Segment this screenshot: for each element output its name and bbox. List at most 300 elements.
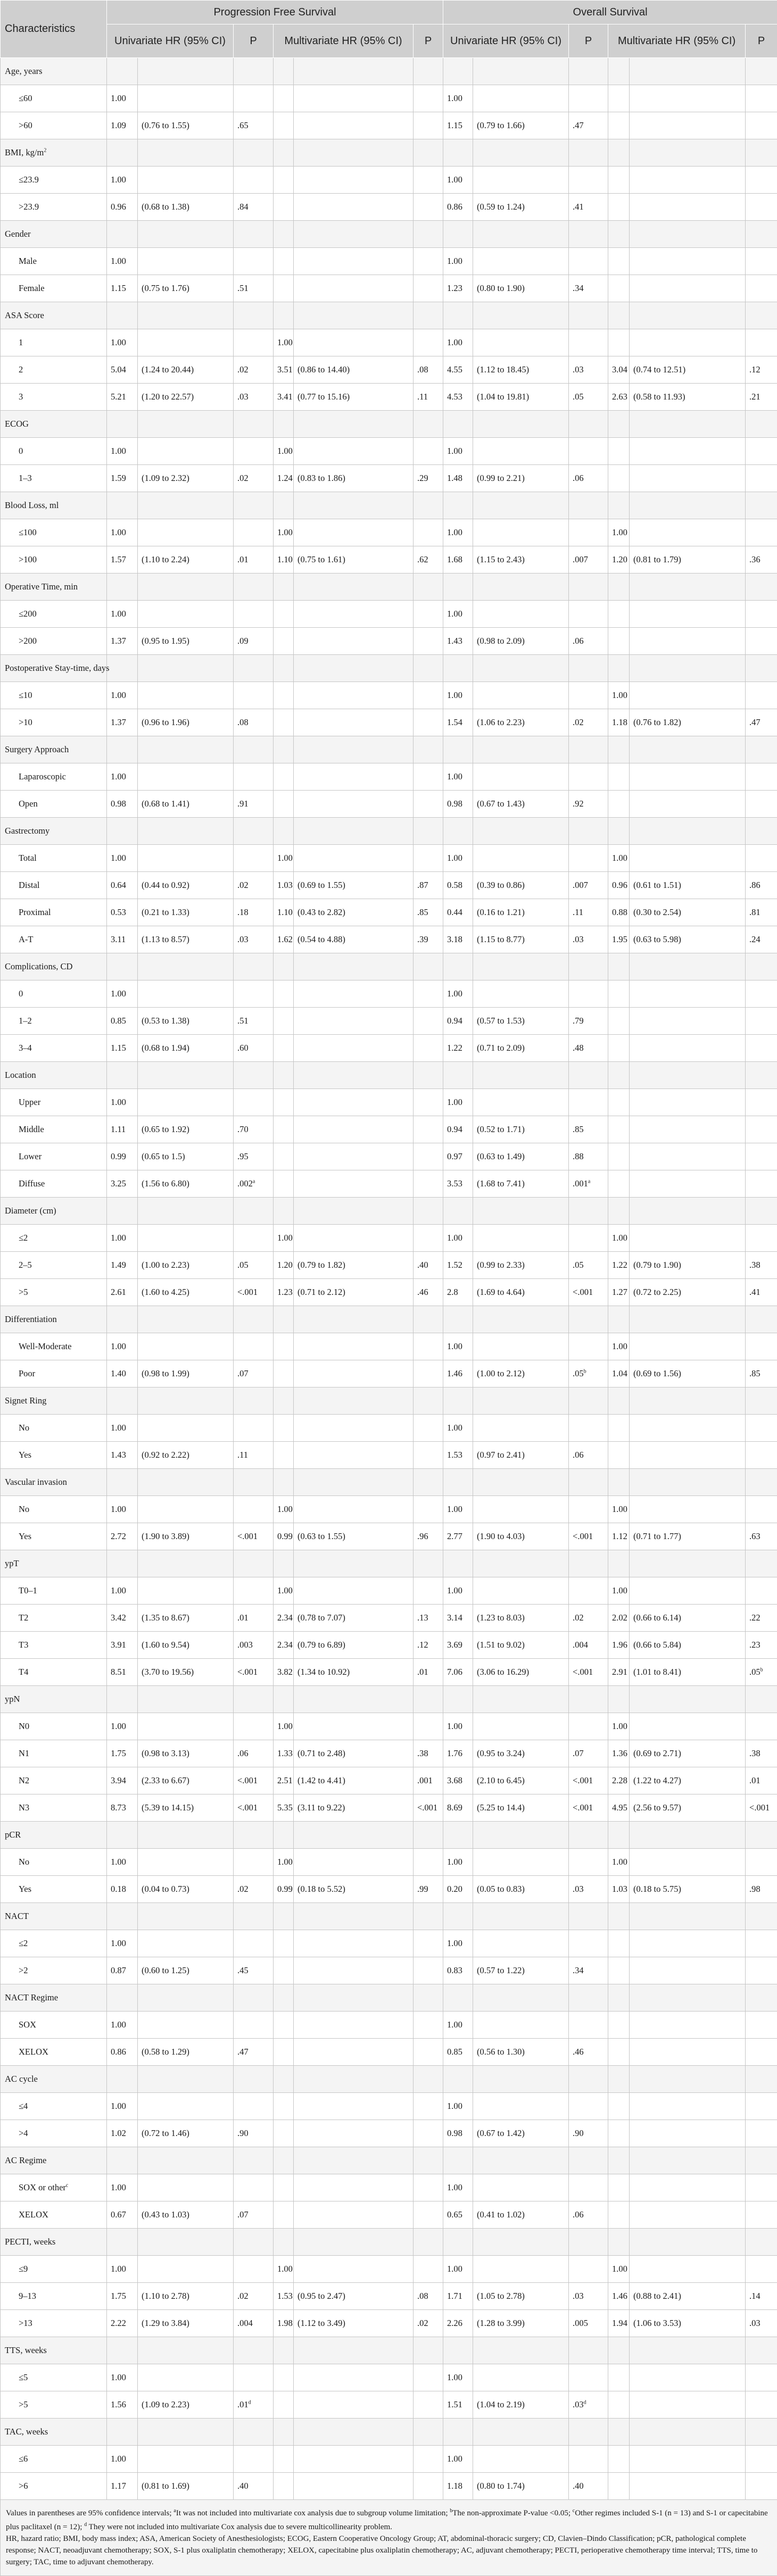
pfs-multi-p xyxy=(414,2012,443,2039)
table-body xyxy=(1,58,777,2500)
os-uni-hr xyxy=(443,1469,473,1496)
os-uni-ci xyxy=(473,275,569,302)
cell-value: 1.54 xyxy=(447,717,462,727)
pfs-uni-p xyxy=(234,1442,274,1469)
os-multi-hr xyxy=(608,2283,630,2310)
cell-value: 5.35 xyxy=(277,1802,293,1813)
pfs-multi-p xyxy=(414,2256,443,2283)
section-row xyxy=(1,411,777,438)
pfs-multi-hr xyxy=(274,845,294,872)
pfs-uni-p xyxy=(234,574,274,601)
pfs-multi-p xyxy=(414,329,443,356)
os-multi-p xyxy=(746,58,777,85)
os-univariate-p-header: P xyxy=(569,24,608,58)
os-uni-ci xyxy=(473,1876,569,1903)
pfs-uni-p xyxy=(234,2229,274,2256)
pfs-multi-p xyxy=(414,1089,443,1116)
cell-value: 1.00 xyxy=(447,1423,462,1433)
os-multi-hr xyxy=(608,1415,630,1442)
pfs-multi-p xyxy=(414,465,443,492)
pfs-multi-hr xyxy=(274,1387,294,1415)
os-multi-ci xyxy=(630,139,746,167)
section-label xyxy=(1,574,107,601)
cell-value: 1.00 xyxy=(447,1504,462,1514)
row-label xyxy=(1,1333,107,1360)
row-label xyxy=(1,682,107,709)
section-row xyxy=(1,1062,777,1089)
pfs-uni-ci xyxy=(138,1550,234,1577)
pfs-uni-p xyxy=(234,2174,274,2201)
table-row xyxy=(1,1523,777,1550)
os-uni-ci xyxy=(473,85,569,112)
os-multi-hr xyxy=(608,1767,630,1794)
os-multi-p xyxy=(746,384,777,411)
footnote-sup-a: a xyxy=(173,2508,176,2514)
os-uni-ci xyxy=(473,1360,569,1387)
label-text: >2 xyxy=(19,1965,28,1975)
cell-value: (1.23 to 8.03) xyxy=(477,1613,525,1623)
os-uni-ci xyxy=(473,1008,569,1035)
cell-value: 3.82 xyxy=(277,1667,293,1677)
os-uni-hr xyxy=(443,438,473,465)
pfs-uni-ci xyxy=(138,492,234,519)
pfs-uni-p xyxy=(234,1252,274,1279)
os-uni-hr xyxy=(443,85,473,112)
row-label xyxy=(1,85,107,112)
pfs-uni-hr xyxy=(107,1225,138,1252)
cell-value: (0.57 to 1.22) xyxy=(477,1965,525,1975)
pfs-multi-hr xyxy=(274,519,294,546)
pfs-multi-p xyxy=(414,1632,443,1659)
cell-value: .38 xyxy=(417,1748,428,1758)
os-uni-p xyxy=(569,356,608,384)
section-label xyxy=(1,953,107,980)
footnote-line1d: Other regimes included S-1 (n = 13) and S-1 or capecitabine plus paclitaxel (n = 12); xyxy=(6,2509,768,2531)
row-label xyxy=(1,248,107,275)
os-multi-hr xyxy=(608,1089,630,1116)
os-uni-ci xyxy=(473,438,569,465)
pfs-multi-p xyxy=(414,1306,443,1333)
os-uni-ci xyxy=(473,1442,569,1469)
pfs-multi-hr xyxy=(274,1469,294,1496)
cell-value: 8.51 xyxy=(111,1667,126,1677)
pfs-multi-p xyxy=(414,167,443,194)
cell-value: (0.68 to 1.94) xyxy=(142,1043,189,1053)
section-row xyxy=(1,655,777,682)
os-uni-ci xyxy=(473,2283,569,2310)
pfs-multi-ci xyxy=(294,1360,414,1387)
cell-value: 1.00 xyxy=(111,1341,126,1351)
os-uni-p xyxy=(569,167,608,194)
row-label xyxy=(1,2039,107,2066)
label-text: ≤4 xyxy=(19,2101,28,2111)
os-uni-hr xyxy=(443,221,473,248)
pfs-uni-ci xyxy=(138,194,234,221)
section-row xyxy=(1,2229,777,2256)
os-multi-p xyxy=(746,2446,777,2473)
pfs-multi-ci xyxy=(294,736,414,763)
pfs-multi-p xyxy=(414,275,443,302)
os-uni-p xyxy=(569,2446,608,2473)
pfs-multi-p xyxy=(414,2337,443,2364)
pfs-uni-ci xyxy=(138,2201,234,2229)
os-uni-ci xyxy=(473,1849,569,1876)
os-multi-p xyxy=(746,953,777,980)
cell-value: (1.29 to 3.84) xyxy=(142,2318,189,2328)
pfs-uni-p xyxy=(234,438,274,465)
label-text: Complications, CD xyxy=(5,961,72,971)
os-multi-hr xyxy=(608,2093,630,2120)
os-multi-hr xyxy=(608,546,630,574)
pfs-uni-hr xyxy=(107,1469,138,1496)
pfs-uni-ci xyxy=(138,1198,234,1225)
os-multi-p xyxy=(746,574,777,601)
os-multi-hr xyxy=(608,601,630,628)
os-uni-ci xyxy=(473,2473,569,2500)
pfs-multi-p xyxy=(414,1577,443,1605)
cell-value: 3.42 xyxy=(111,1613,126,1623)
pfs-uni-ci xyxy=(138,1225,234,1252)
row-label xyxy=(1,2174,107,2201)
os-uni-ci xyxy=(473,709,569,736)
pfs-uni-ci xyxy=(138,709,234,736)
os-multi-hr xyxy=(608,139,630,167)
os-uni-hr xyxy=(443,791,473,818)
os-multi-ci xyxy=(630,1062,746,1089)
os-uni-p xyxy=(569,1957,608,1984)
cell-value: (0.57 to 1.53) xyxy=(477,1016,525,1026)
os-multi-p xyxy=(746,546,777,574)
pfs-uni-p xyxy=(234,980,274,1008)
cell-value: 1.00 xyxy=(111,1233,126,1243)
cell-value: 1.68 xyxy=(447,554,462,564)
pfs-multi-ci xyxy=(294,85,414,112)
pfs-multi-p xyxy=(414,248,443,275)
cell-value: 0.97 xyxy=(447,1151,462,1161)
pfs-uni-ci xyxy=(138,818,234,845)
row-label xyxy=(1,384,107,411)
pfs-multi-hr xyxy=(274,1198,294,1225)
pfs-multi-p xyxy=(414,574,443,601)
os-uni-hr xyxy=(443,736,473,763)
table-row xyxy=(1,1360,777,1387)
pfs-multi-ci xyxy=(294,1306,414,1333)
pfs-multi-ci xyxy=(294,2337,414,2364)
cell-value: .47 xyxy=(749,717,761,727)
os-uni-ci xyxy=(473,1984,569,2012)
pfs-uni-ci xyxy=(138,1822,234,1849)
pfs-uni-p xyxy=(234,2039,274,2066)
pfs-multi-p xyxy=(414,763,443,791)
os-multi-p xyxy=(746,411,777,438)
cell-superscript: d xyxy=(249,2400,251,2406)
cell-value: 0.18 xyxy=(111,1884,126,1894)
table-row xyxy=(1,791,777,818)
pfs-uni-ci xyxy=(138,763,234,791)
os-uni-ci xyxy=(473,1116,569,1143)
label-text: >100 xyxy=(19,554,37,564)
cell-value: 1.43 xyxy=(111,1450,126,1460)
os-multi-p xyxy=(746,736,777,763)
label-text: >13 xyxy=(19,2318,32,2328)
cell-value: 0.94 xyxy=(447,1124,462,1134)
cell-value: (0.56 to 1.30) xyxy=(477,2047,525,2057)
os-uni-ci xyxy=(473,194,569,221)
pfs-multi-hr xyxy=(274,2174,294,2201)
pfs-uni-hr xyxy=(107,791,138,818)
cell-value: .86 xyxy=(749,880,761,890)
cell-value: 1.62 xyxy=(277,934,293,944)
os-multi-ci xyxy=(630,1306,746,1333)
os-uni-p xyxy=(569,194,608,221)
os-uni-p xyxy=(569,438,608,465)
table-row xyxy=(1,682,777,709)
pfs-multi-ci xyxy=(294,275,414,302)
os-uni-hr xyxy=(443,1930,473,1957)
cell-value: .02 xyxy=(573,1613,584,1623)
row-label xyxy=(1,1767,107,1794)
pfs-multivariate-header: Multivariate HR (95% CI) xyxy=(274,24,414,58)
cell-value: 1.11 xyxy=(111,1124,126,1134)
cell-value: 1.00 xyxy=(447,690,462,700)
pfs-uni-p xyxy=(234,356,274,384)
os-uni-ci xyxy=(473,1767,569,1794)
os-multi-hr xyxy=(608,1957,630,1984)
pfs-uni-hr xyxy=(107,1632,138,1659)
pfs-multi-ci xyxy=(294,1415,414,1442)
cell-superscript: a xyxy=(253,1179,255,1185)
pfs-uni-ci xyxy=(138,1984,234,2012)
pfs-uni-ci xyxy=(138,2147,234,2174)
pfs-uni-hr xyxy=(107,1822,138,1849)
pfs-multi-hr xyxy=(274,1523,294,1550)
os-multi-hr xyxy=(608,2039,630,2066)
os-uni-p xyxy=(569,1794,608,1822)
table-row xyxy=(1,1659,777,1686)
os-uni-ci xyxy=(473,1198,569,1225)
footnote-line1: Values in parentheses are 95% confidence intervals; xyxy=(6,2509,173,2517)
cell-value: 1.00 xyxy=(111,527,126,537)
os-multi-p xyxy=(746,2201,777,2229)
pfs-uni-p xyxy=(234,465,274,492)
label-superscript: c xyxy=(66,2183,68,2189)
os-multi-p xyxy=(746,2256,777,2283)
pfs-uni-ci xyxy=(138,1360,234,1387)
pfs-uni-hr xyxy=(107,2446,138,2473)
cell-value: 1.00 xyxy=(447,337,462,347)
pfs-uni-p xyxy=(234,248,274,275)
os-uni-ci xyxy=(473,1577,569,1605)
pfs-multi-hr xyxy=(274,1577,294,1605)
table-header xyxy=(1,1,777,58)
cell-value: (0.65 to 1.92) xyxy=(142,1124,189,1134)
footnote-abbreviations: HR, hazard ratio; BMI, body mass index; ASA, American Society of Anesthesiologists; ECOG, Eastern Cooperative Oncology Group; AT, abdominal-thoracic surgery; CD, Clavien–Dindo Classification; pCR, pathological complete response; NACT, neoadjuvant chemotherapy; SOX, S-1 plus oxaliplatin chemotherapy; XELOX, capecitabine plus oxaliplatin chemotherapy; AC, adjuvant chemotherapy; PECTI, perioperative chemotherapy time interval; TTS, time to surgery; TAC, time to adjuvant chemotherapy. xyxy=(6,2535,757,2566)
os-multi-ci xyxy=(630,899,746,926)
cell-value: 3.14 xyxy=(447,1613,462,1623)
os-multi-p xyxy=(746,329,777,356)
pfs-multi-ci xyxy=(294,709,414,736)
cell-value: .002 xyxy=(237,1178,253,1189)
os-uni-hr xyxy=(443,194,473,221)
pfs-multi-p xyxy=(414,221,443,248)
pfs-multi-hr xyxy=(274,1632,294,1659)
os-uni-p xyxy=(569,1496,608,1523)
row-label xyxy=(1,194,107,221)
label-text: pCR xyxy=(5,1830,21,1840)
cell-value: (0.68 to 1.41) xyxy=(142,799,189,809)
os-multi-hr xyxy=(608,1713,630,1740)
pfs-uni-p xyxy=(234,167,274,194)
cell-value: (1.00 to 2.12) xyxy=(477,1368,525,1378)
pfs-uni-ci xyxy=(138,682,234,709)
os-multi-ci xyxy=(630,1279,746,1306)
os-multi-hr xyxy=(608,1686,630,1713)
pfs-uni-hr xyxy=(107,384,138,411)
cell-value: 0.67 xyxy=(111,2209,126,2220)
cell-value: 1.00 xyxy=(111,1938,126,1948)
pfs-multi-hr xyxy=(274,872,294,899)
os-multi-ci xyxy=(630,1849,746,1876)
os-multi-ci xyxy=(630,1333,746,1360)
pfs-uni-p xyxy=(234,601,274,628)
pfs-uni-p xyxy=(234,1198,274,1225)
cell-value: (1.20 to 22.57) xyxy=(142,392,194,402)
os-multi-p xyxy=(746,791,777,818)
os-uni-hr xyxy=(443,1062,473,1089)
pfs-multi-ci xyxy=(294,492,414,519)
os-uni-p xyxy=(569,628,608,655)
cell-superscript: a xyxy=(588,1179,590,1185)
label-text: >5 xyxy=(19,1287,28,1297)
table-row xyxy=(1,1008,777,1035)
cell-value: 1.15 xyxy=(111,1043,126,1053)
os-uni-p xyxy=(569,1415,608,1442)
os-uni-hr xyxy=(443,682,473,709)
section-row xyxy=(1,953,777,980)
cell-value: 1.00 xyxy=(612,1857,627,1867)
cell-value: (1.28 to 3.99) xyxy=(477,2318,525,2328)
os-multi-hr xyxy=(608,953,630,980)
pfs-multi-ci xyxy=(294,574,414,601)
cell-value: 7.06 xyxy=(447,1667,462,1677)
cell-value: (0.86 to 14.40) xyxy=(297,364,350,375)
pfs-multi-ci xyxy=(294,1143,414,1170)
os-multi-p xyxy=(746,1415,777,1442)
pfs-uni-p xyxy=(234,2473,274,2500)
cell-value: (0.58 to 1.29) xyxy=(142,2047,189,2057)
os-uni-p xyxy=(569,1225,608,1252)
cell-value: .38 xyxy=(749,1748,761,1758)
os-multi-p xyxy=(746,1333,777,1360)
cell-value: .02 xyxy=(237,1884,249,1894)
pfs-multi-p xyxy=(414,845,443,872)
pfs-multi-p xyxy=(414,1116,443,1143)
cell-value: (0.97 to 2.41) xyxy=(477,1450,525,1460)
table-row xyxy=(1,1740,777,1767)
cell-value: 3.69 xyxy=(447,1640,462,1650)
pfs-multi-ci xyxy=(294,546,414,574)
os-uni-hr xyxy=(443,1035,473,1062)
table-row xyxy=(1,1713,777,1740)
pfs-uni-p xyxy=(234,2364,274,2391)
os-uni-hr xyxy=(443,953,473,980)
pfs-multi-p xyxy=(414,1794,443,1822)
pfs-uni-hr xyxy=(107,2147,138,2174)
cell-value: (0.69 to 1.55) xyxy=(297,880,345,890)
os-uni-hr xyxy=(443,1008,473,1035)
cell-superscript: b xyxy=(584,1369,586,1375)
row-label xyxy=(1,1143,107,1170)
os-multi-p xyxy=(746,112,777,139)
os-multi-hr xyxy=(608,1550,630,1577)
pfs-uni-ci xyxy=(138,2419,234,2446)
pfs-uni-ci xyxy=(138,221,234,248)
row-label xyxy=(1,1360,107,1387)
os-multi-ci xyxy=(630,356,746,384)
os-uni-hr xyxy=(443,1387,473,1415)
row-label xyxy=(1,1740,107,1767)
os-uni-p xyxy=(569,329,608,356)
pfs-uni-ci xyxy=(138,167,234,194)
cell-value: (0.18 to 5.52) xyxy=(297,1884,345,1894)
pfs-uni-ci xyxy=(138,1143,234,1170)
pfs-multi-ci xyxy=(294,1469,414,1496)
os-uni-hr xyxy=(443,1170,473,1198)
section-label xyxy=(1,1984,107,2012)
label-text: Upper xyxy=(19,1097,40,1107)
pfs-uni-hr xyxy=(107,465,138,492)
os-uni-ci xyxy=(473,2310,569,2337)
label-text: AC Regime xyxy=(5,2155,46,2165)
cell-value: (1.22 to 4.27) xyxy=(633,1775,681,1785)
section-label xyxy=(1,492,107,519)
cell-value: .02 xyxy=(573,717,584,727)
label-text: Gender xyxy=(5,229,31,239)
pfs-multi-hr xyxy=(274,2093,294,2120)
cell-value: 1.00 xyxy=(447,2454,462,2464)
pfs-uni-ci xyxy=(138,1469,234,1496)
os-multi-p xyxy=(746,1170,777,1198)
pfs-uni-p xyxy=(234,2120,274,2147)
pfs-uni-ci xyxy=(138,275,234,302)
pfs-uni-ci xyxy=(138,1605,234,1632)
os-uni-p xyxy=(569,384,608,411)
pfs-uni-hr xyxy=(107,1903,138,1930)
os-uni-hr xyxy=(443,709,473,736)
cell-value: (1.69 to 4.64) xyxy=(477,1287,525,1297)
os-uni-ci xyxy=(473,1605,569,1632)
os-uni-ci xyxy=(473,1740,569,1767)
cell-value: (0.63 to 1.55) xyxy=(297,1531,345,1541)
label-text: ≤100 xyxy=(19,527,37,537)
os-uni-hr xyxy=(443,2012,473,2039)
label-text: 9–13 xyxy=(19,2291,36,2301)
pfs-multi-ci xyxy=(294,628,414,655)
cell-value: (0.72 to 2.25) xyxy=(633,1287,681,1297)
pfs-uni-hr xyxy=(107,1767,138,1794)
pfs-uni-hr xyxy=(107,2364,138,2391)
os-uni-p xyxy=(569,492,608,519)
pfs-uni-p xyxy=(234,302,274,329)
pfs-uni-p xyxy=(234,1659,274,1686)
cell-value: 1.10 xyxy=(277,554,293,564)
pfs-uni-p xyxy=(234,2337,274,2364)
cell-value: 1.43 xyxy=(447,636,462,646)
row-label xyxy=(1,1089,107,1116)
cell-value: 1.00 xyxy=(111,1504,126,1514)
pfs-multi-p xyxy=(414,1252,443,1279)
cell-value: 1.00 xyxy=(111,2101,126,2111)
